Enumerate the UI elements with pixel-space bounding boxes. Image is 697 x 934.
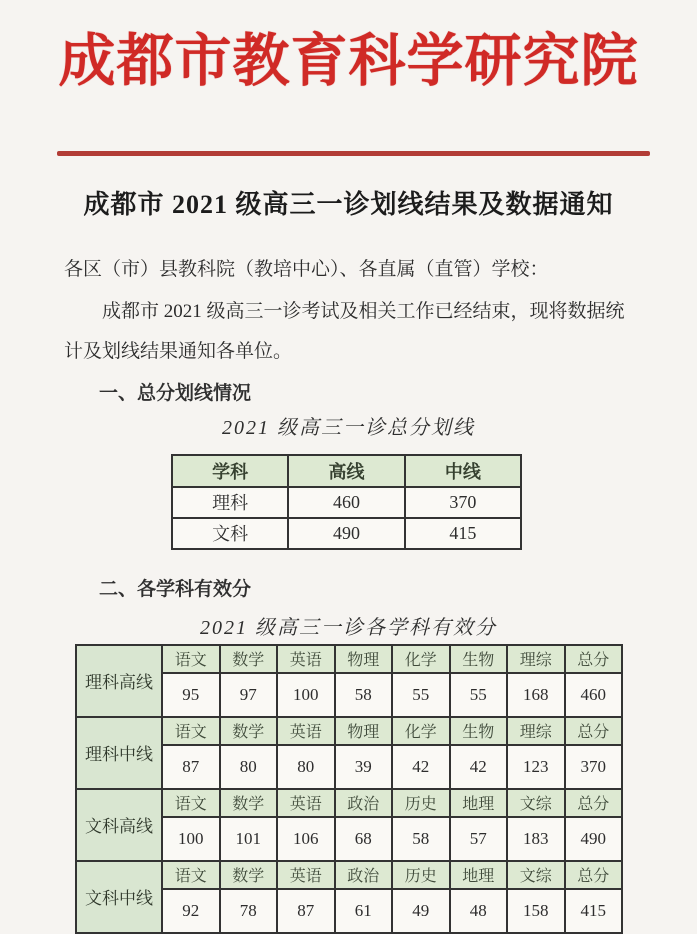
- subject-score-table: [75, 644, 623, 934]
- score-value-cell: 95: [162, 673, 220, 717]
- total-table-body: [172, 487, 521, 549]
- subject-table-header-row: [76, 717, 622, 745]
- document-title: 成都市 2021 级高三一诊划线结果及数据通知: [83, 189, 614, 219]
- total-table-mid-line-cell: 415: [405, 518, 521, 549]
- subject-header-cell: 文综: [507, 789, 565, 817]
- score-value-cell: 87: [162, 745, 220, 789]
- score-value-cell: 100: [277, 673, 335, 717]
- subject-header-cell: 数学: [220, 789, 278, 817]
- total-table-header-cell: 中线: [405, 455, 521, 487]
- score-value-cell: 101: [220, 817, 278, 861]
- score-value-cell: 87: [277, 889, 335, 933]
- subject-header-cell: 文综: [507, 861, 565, 889]
- subject-header-cell: 总分: [565, 717, 623, 745]
- score-value-cell: 57: [450, 817, 508, 861]
- score-value-cell: 39: [335, 745, 393, 789]
- group-label-cell: 文科高线: [76, 789, 162, 861]
- group-label-cell: 文科中线: [76, 861, 162, 933]
- subject-header-cell: 语文: [162, 717, 220, 745]
- score-value-cell: 106: [277, 817, 335, 861]
- score-value-cell: 42: [450, 745, 508, 789]
- section-2-heading: 二、各学科有效分: [99, 578, 252, 600]
- subject-header-cell: 数学: [220, 717, 278, 745]
- total-table-header-row: [172, 455, 521, 487]
- subject-header-cell: 地理: [450, 789, 508, 817]
- group-label-cell: 理科中线: [76, 717, 162, 789]
- subject-header-cell: 政治: [335, 861, 393, 889]
- total-table-high-line-cell: 460: [288, 487, 404, 518]
- score-value-cell: 49: [392, 889, 450, 933]
- subject-table-header-row: [76, 789, 622, 817]
- score-value-cell: 55: [392, 673, 450, 717]
- score-value-cell: 460: [565, 673, 623, 717]
- score-value-cell: 415: [565, 889, 623, 933]
- score-value-cell: 80: [277, 745, 335, 789]
- table-1-caption: 2021 级高三一诊总分划线: [222, 416, 475, 439]
- document-page: [0, 24, 697, 926]
- subject-header-cell: 总分: [565, 645, 623, 673]
- subject-table-header-row: [76, 645, 622, 673]
- score-value-cell: 183: [507, 817, 565, 861]
- subject-header-cell: 历史: [392, 861, 450, 889]
- subject-header-cell: 数学: [220, 861, 278, 889]
- subject-header-cell: 物理: [335, 717, 393, 745]
- total-table-header-cell: 高线: [288, 455, 404, 487]
- subject-table-header-row: [76, 861, 622, 889]
- score-value-cell: 58: [392, 817, 450, 861]
- total-table-mid-line-cell: 370: [405, 487, 521, 518]
- total-table-header-cell: 学科: [172, 455, 288, 487]
- score-value-cell: 490: [565, 817, 623, 861]
- subject-header-cell: 语文: [162, 861, 220, 889]
- score-value-cell: 97: [220, 673, 278, 717]
- subject-header-cell: 生物: [450, 645, 508, 673]
- group-label-cell: 理科高线: [76, 645, 162, 717]
- subject-header-cell: 地理: [450, 861, 508, 889]
- score-value-cell: 55: [450, 673, 508, 717]
- subject-header-cell: 语文: [162, 645, 220, 673]
- section-1-heading: 一、总分划线情况: [99, 382, 252, 404]
- total-table-row: [172, 518, 521, 549]
- subject-header-cell: 数学: [220, 645, 278, 673]
- subject-header-cell: 理综: [507, 645, 565, 673]
- total-table-high-line-cell: 490: [288, 518, 404, 549]
- total-table-subject-cell: 理科: [172, 487, 288, 518]
- body-paragraph: 成都市 2021 级高三一诊考试及相关工作已经结束，现将数据统计及划线结果通知各单位。: [64, 300, 625, 362]
- subject-header-cell: 英语: [277, 645, 335, 673]
- score-value-cell: 158: [507, 889, 565, 933]
- score-value-cell: 61: [335, 889, 393, 933]
- score-value-cell: 58: [335, 673, 393, 717]
- total-table-head: [172, 455, 521, 487]
- score-value-cell: 78: [220, 889, 278, 933]
- subject-header-cell: 物理: [335, 645, 393, 673]
- subject-table-body: [76, 645, 622, 933]
- subject-header-cell: 英语: [277, 717, 335, 745]
- total-table-row: [172, 487, 521, 518]
- score-value-cell: 370: [565, 745, 623, 789]
- subject-header-cell: 政治: [335, 789, 393, 817]
- letterhead-divider: [57, 151, 650, 156]
- score-value-cell: 100: [162, 817, 220, 861]
- score-value-cell: 68: [335, 817, 393, 861]
- score-value-cell: 48: [450, 889, 508, 933]
- score-value-cell: 123: [507, 745, 565, 789]
- score-value-cell: 80: [220, 745, 278, 789]
- score-value-cell: 42: [392, 745, 450, 789]
- salutation-line: 各区（市）县教科院（教培中心）、各直属（直管）学校：: [64, 258, 549, 280]
- score-value-cell: 168: [507, 673, 565, 717]
- subject-header-cell: 语文: [162, 789, 220, 817]
- subject-header-cell: 历史: [392, 789, 450, 817]
- table-2-caption: 2021 级高三一诊各学科有效分: [200, 616, 497, 639]
- letterhead-title: 成都市教育科学研究院: [58, 30, 639, 93]
- subject-header-cell: 化学: [392, 717, 450, 745]
- subject-header-cell: 总分: [565, 789, 623, 817]
- total-table-subject-cell: 文科: [172, 518, 288, 549]
- score-value-cell: 92: [162, 889, 220, 933]
- subject-header-cell: 生物: [450, 717, 508, 745]
- subject-header-cell: 英语: [277, 861, 335, 889]
- subject-header-cell: 总分: [565, 861, 623, 889]
- subject-header-cell: 英语: [277, 789, 335, 817]
- subject-header-cell: 化学: [392, 645, 450, 673]
- total-score-table: [171, 454, 522, 550]
- subject-header-cell: 理综: [507, 717, 565, 745]
